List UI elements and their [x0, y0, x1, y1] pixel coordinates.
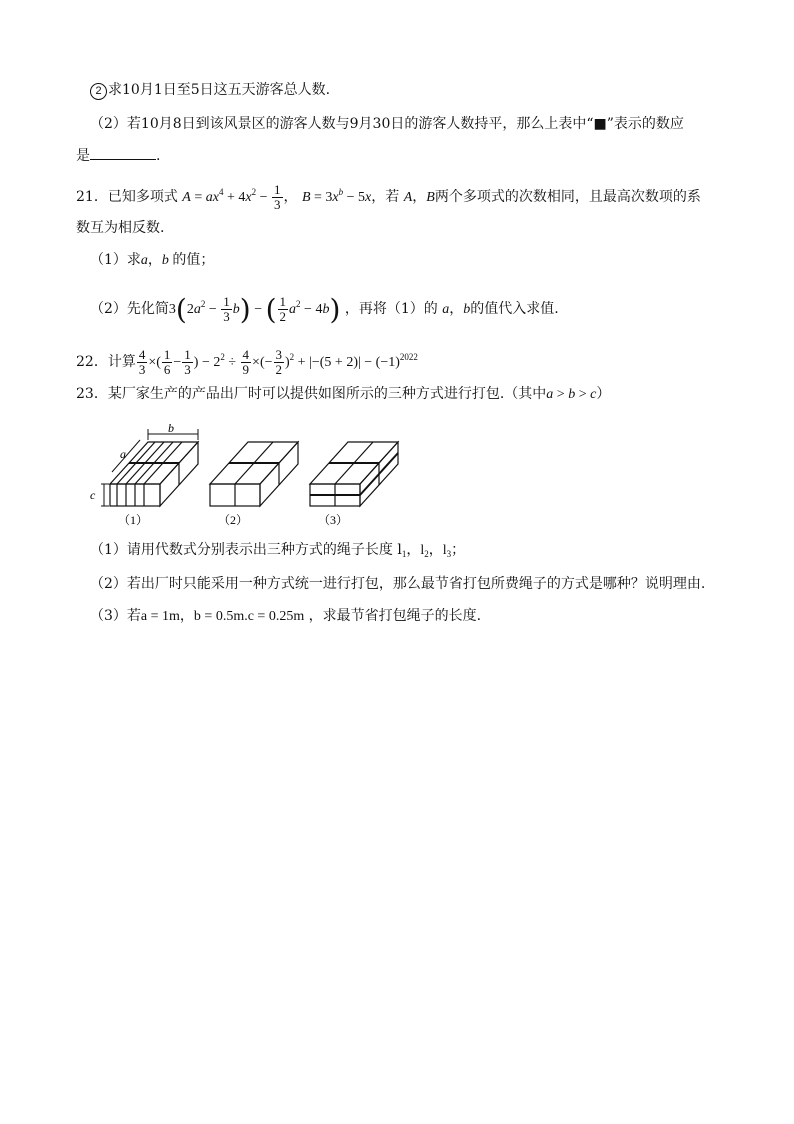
q20-sub2-line2	[76, 145, 160, 166]
q21-poly-b: $B = 3x^b - 5x$	[301, 187, 372, 205]
q21-sub2	[90, 288, 559, 326]
q23-sub3	[90, 606, 481, 627]
q21-poly-a: $A = ax^4 + 4x^2$ − $\frac{1}{3}$	[182, 182, 281, 213]
q21-sub1	[90, 250, 214, 271]
q23-inequality: a > b > c	[546, 387, 597, 402]
figure-label-3: （3）	[318, 513, 349, 527]
q21-line2: 数互为相反数.	[76, 220, 165, 236]
q21-sub2-vars: a，b	[442, 302, 471, 317]
q20-sub2-prefix: 是	[76, 148, 90, 164]
dim-label-a: a	[120, 447, 126, 461]
q22-line	[76, 342, 418, 378]
q23-sub1-end: ；	[451, 542, 466, 558]
figure-label-2: （2）	[218, 513, 249, 527]
q21-mid: ，若	[371, 189, 400, 205]
q21-sub2-expression: $3(2a^2$ − $\frac{1}{3}$ b) − ( $\frac{1}{2}$ $a^2 - 4b$)	[168, 292, 341, 326]
q20-part2-text: 求10月1日至5日这五天游客总人数.	[108, 82, 331, 98]
q22-exponent: 2022	[399, 352, 418, 362]
q23-line1	[76, 384, 610, 405]
q23-number: 23．	[76, 386, 108, 402]
q23-sub1-text: （1）请用代数式分别表示出三种方式的绳子长度 l	[90, 542, 402, 558]
q21-line1: 21．已知多项式 $A = ax^4 + 4x^2$ − $\frac{1}{3}$ ， $B = 3x^b - 5x$，若 A，B两个多项式的次数相同，且最高次数项的系	[76, 182, 701, 213]
q20-sub2-line1: （2）若10月8日到该风景区的游客人数与9月30日的游客人数持平，那么上表中“■”表示的数应	[90, 116, 684, 132]
q21-sub2-suffix: ，再将（1）的	[344, 301, 438, 317]
q23-sub3-values: a = 1m，b = 0.5m.c = 0.25m	[140, 609, 305, 624]
packaging-figure	[90, 412, 420, 530]
q21-ab-vars: A，B	[403, 190, 435, 205]
box-2-diagram	[210, 442, 298, 506]
box-3-diagram	[310, 442, 398, 506]
box-1-diagram	[101, 429, 198, 506]
q23-text: 某厂家生产的产品出厂时可以提供如图所示的三种方式进行打包.（其中	[107, 386, 547, 402]
q22-expression: $\frac{4}{3}$ ×( $\frac{1}{6}$ − $\frac{1}{3}$ ) − $2^2$ ÷ $\frac{4}{9}$ ×(− $\frac{3}{2}$ )$^2 + |-(5 + 2)| - (-1)^{2022}$	[138, 347, 418, 378]
q23-sub3-suffix: ，求最节省打包绳子的长度.	[308, 608, 482, 624]
q23-sub2: （2）若出厂时只能采用一种方式统一进行打包，那么最节省打包所费绳子的方式是哪种？说明理由.	[90, 576, 706, 592]
figure-label-1: （1）	[118, 513, 149, 527]
answer-blank	[90, 145, 156, 160]
q21-mid2: 两个多项式的次数相同，且最高次数项的系	[434, 189, 701, 205]
q23-sub3-prefix: （3）若	[90, 608, 141, 624]
dim-label-b: b	[168, 421, 174, 435]
q21-sub2-end: 的值代入求值.	[470, 301, 559, 317]
q21-sub2-prefix: （2）先化简	[90, 301, 169, 317]
q21-sub1-vars: a，b	[140, 253, 169, 268]
q23-text-end: ）	[596, 386, 611, 402]
q23-sub1-vars: $_1$，$l_2$，$l_3$	[401, 543, 452, 559]
q20-part2	[90, 80, 330, 100]
q23-sub1	[90, 540, 465, 564]
q20-sub2-suffix: .	[156, 148, 161, 164]
q21-intro: 已知多项式	[107, 189, 178, 205]
q22-label: 计算	[107, 354, 136, 370]
q21-sub1-end: 的值；	[172, 252, 215, 268]
q22-number: 22．	[76, 354, 108, 370]
q21-number: 21．	[76, 189, 108, 205]
circled-number-mark: 2	[90, 83, 107, 100]
q21-sub1-text: （1）求	[90, 252, 141, 268]
dim-label-c: c	[90, 488, 96, 502]
